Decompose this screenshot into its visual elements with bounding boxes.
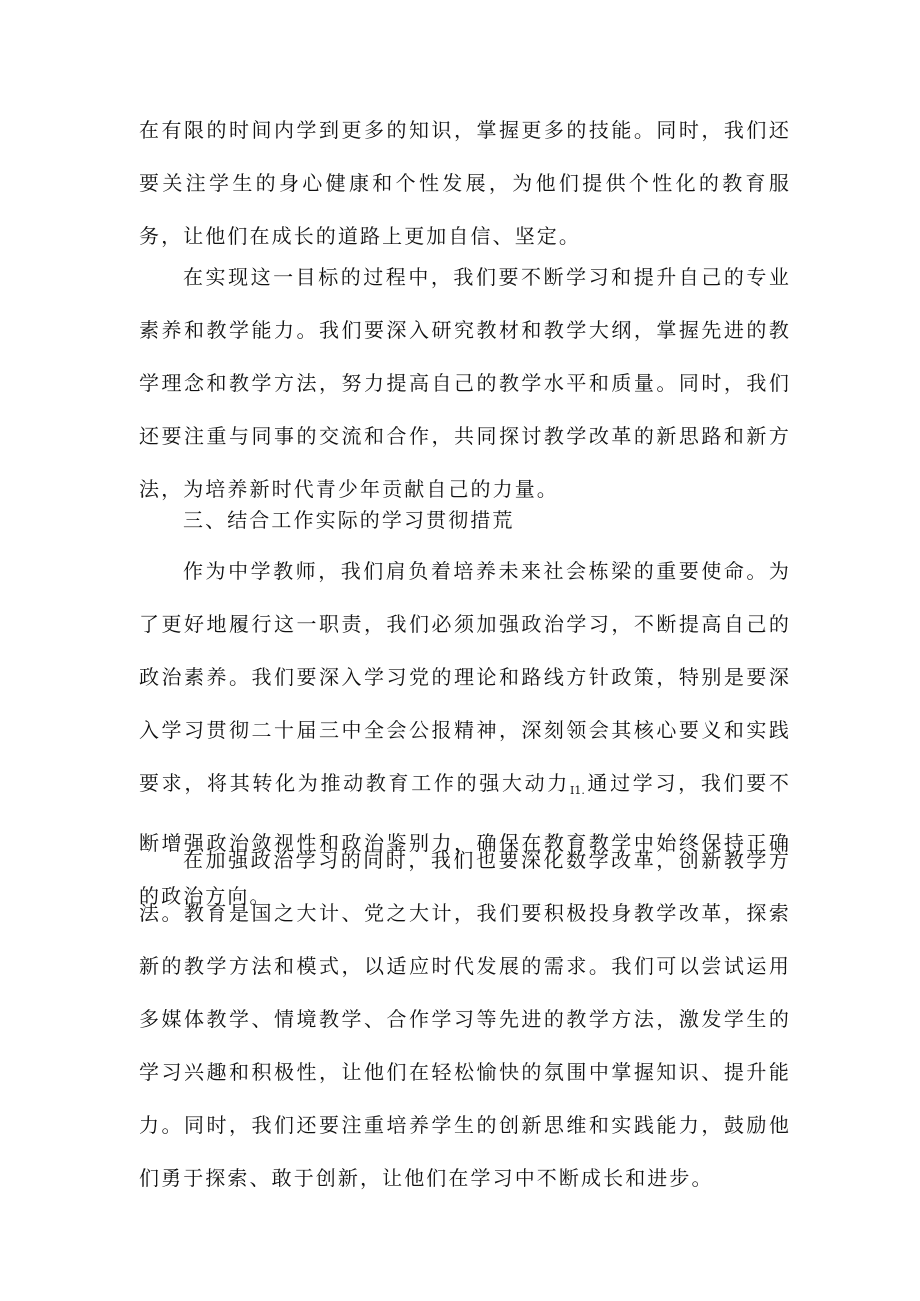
- paragraph-political-study-part-2: 通过学习，我们要不断增强政治敛视性和政治鉴别力，确保在教育教学中始终保持正确的政治方向。: [139, 771, 791, 908]
- paragraph-teaching-reform: 在加强政治学习的同时，我们也要深化数学改革，创新教学方法。教育是国之大计、党之大计，我们要积极投身教学改革，探索新的教学方法和模式，以适应时代发展的需求。我们可以尝试运用多媒体教学、情境教学、合作学习等先进的教学方法，激发学生的学习兴趣和积极性，让他们在轻松愉快的氛围中掌握知识、提升能力。同时，我们还要注重培养学生的创新思维和实践能力，鼓励他们勇于探索、敢于创新，让他们在学习中不断成长和进步。: [139, 848, 791, 1190]
- reference-marker: I1.: [570, 784, 585, 797]
- section-heading: 三、结合工作实际的学习贯彻措荒: [183, 508, 515, 532]
- paragraph-professional-development: 在实现这一目标的过程中，我们要不断学习和提升自己的专业素养和教学能力。我们要深入研究教材和教学大纲，掌握先进的教学理念和教学方法，努力提高自己的教学水平和质量。同时，我们还要注重与同事的交流和合作，共同探讨教学改革的新思路和新方法，为培养新时代青少年贡献自己的力量。: [139, 265, 791, 501]
- paragraph-political-study-part-1: 作为中学教师，我们肩负着培养未来社会栋梁的重要使命。为了更好地履行这一职责，我们必须加强政治学习，不断提高自己的政治素养。我们要深入学习党的理论和路线方针政策，特别是要深入学习贯彻二十届三中全会公报精神，深刻领会其核心要义和实践要求，将其转化为推动教育工作的强大动力: [139, 559, 791, 795]
- paragraph-continued: 在有限的时间内学到更多的知识，掌握更多的技能。同时，我们还要关注学生的身心健康和个性发展，为他们提供个性化的教育服务，让他们在成长的道路上更加自信、坚定。: [139, 118, 791, 248]
